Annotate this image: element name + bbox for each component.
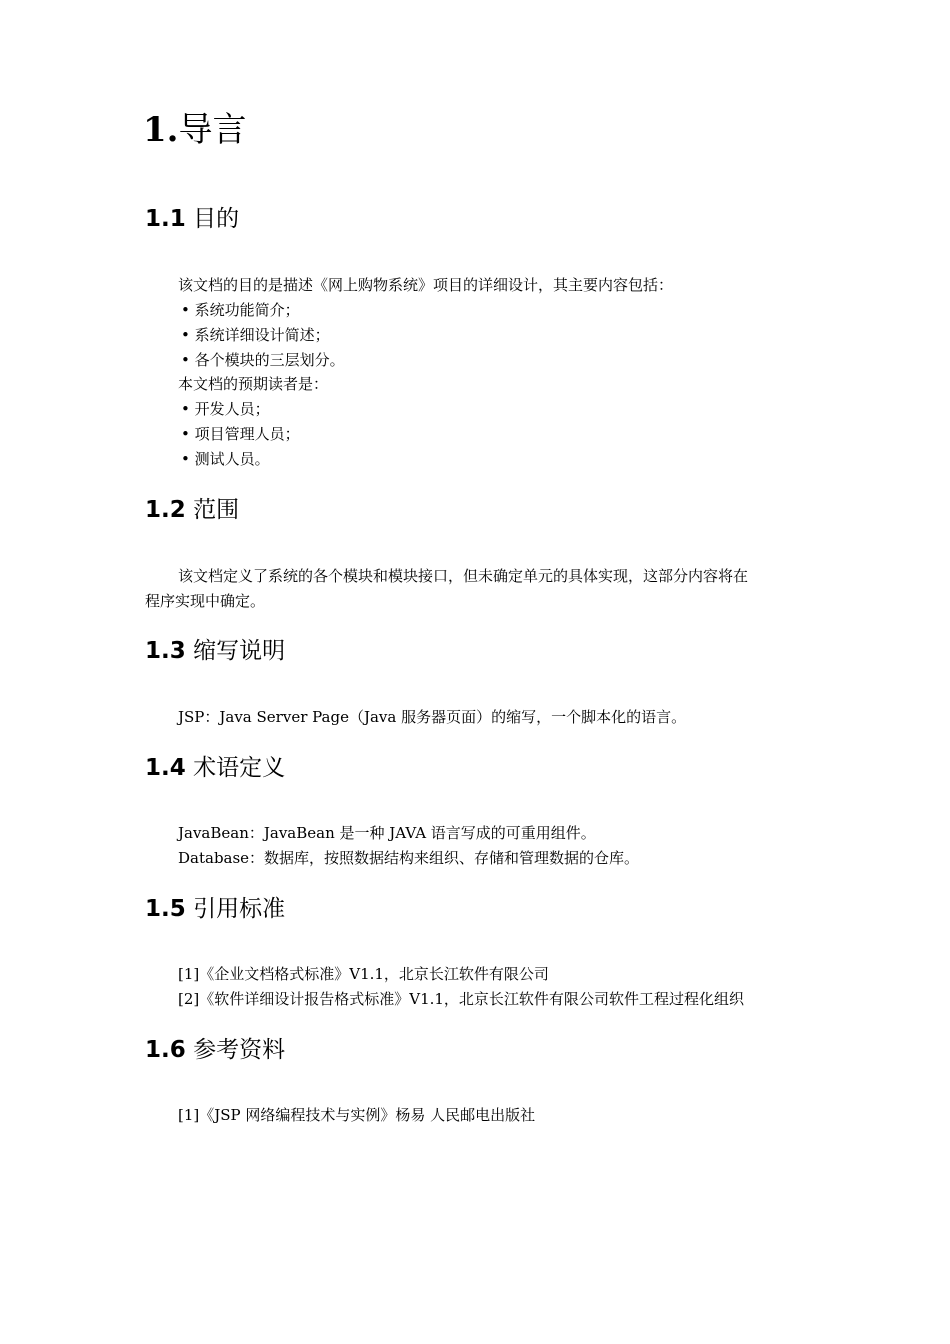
section-title: 引用标准 xyxy=(193,896,286,922)
paragraph-line: 本文档的预期读者是： xyxy=(178,375,329,393)
reference-item: [1]《企业文档格式标准》V1.1，北京长江软件有限公司 xyxy=(178,965,549,983)
section-heading-references xyxy=(145,1035,285,1065)
paragraph-line: JSP：Java Server Page（Java 服务器页面）的缩写，一个脚本化的语言。 xyxy=(178,708,687,726)
section-number: 1.4 xyxy=(145,755,186,781)
paragraph-line: JavaBean：JavaBean 是一种 JAVA 语言写成的可重用组件。 xyxy=(178,824,596,842)
bullet-item: • 系统功能简介； xyxy=(181,301,300,319)
bullet-item: • 开发人员； xyxy=(181,400,270,418)
bullet-item: • 系统详细设计简述； xyxy=(181,326,330,344)
bullet-item: • 项目管理人员； xyxy=(181,425,300,443)
paragraph-line: Database：数据库，按照数据结构来组织、存储和管理数据的仓库。 xyxy=(178,849,640,867)
reference-item: [1]《JSP 网络编程技术与实例》杨易 人民邮电出版社 xyxy=(178,1106,536,1124)
section-number: 1.3 xyxy=(145,638,186,664)
reference-item: [2]《软件详细设计报告格式标准》V1.1，北京长江软件有限公司软件工程过程化组织 xyxy=(178,990,744,1008)
bullet-item: • 测试人员。 xyxy=(181,450,270,468)
section-title: 参考资料 xyxy=(193,1037,286,1063)
section-title: 范围 xyxy=(193,497,240,523)
bullet-item: • 各个模块的三层划分。 xyxy=(181,351,345,369)
section-number: 1.5 xyxy=(145,896,186,922)
section-heading-terms xyxy=(145,753,285,783)
paragraph-line: 该文档定义了系统的各个模块和模块接口，但未确定单元的具体实现，这部分内容将在 xyxy=(178,567,749,585)
section-number: 1.1 xyxy=(145,206,186,232)
chapter-heading xyxy=(143,110,247,150)
paragraph-line: 该文档的目的是描述《网上购物系统》项目的详细设计，其主要内容包括： xyxy=(178,276,674,294)
section-title: 术语定义 xyxy=(193,755,286,781)
section-title: 目的 xyxy=(193,206,240,232)
section-heading-scope xyxy=(145,495,239,525)
section-title: 缩写说明 xyxy=(193,638,286,664)
section-heading-abbreviations xyxy=(145,636,285,666)
paragraph-line: 程序实现中确定。 xyxy=(145,592,266,610)
section-number: 1.6 xyxy=(145,1037,186,1063)
section-heading-purpose xyxy=(145,204,239,234)
section-heading-standards xyxy=(145,894,285,924)
chapter-title: 导言 xyxy=(178,110,247,150)
chapter-number: 1. xyxy=(143,110,179,150)
section-number: 1.2 xyxy=(145,497,186,523)
